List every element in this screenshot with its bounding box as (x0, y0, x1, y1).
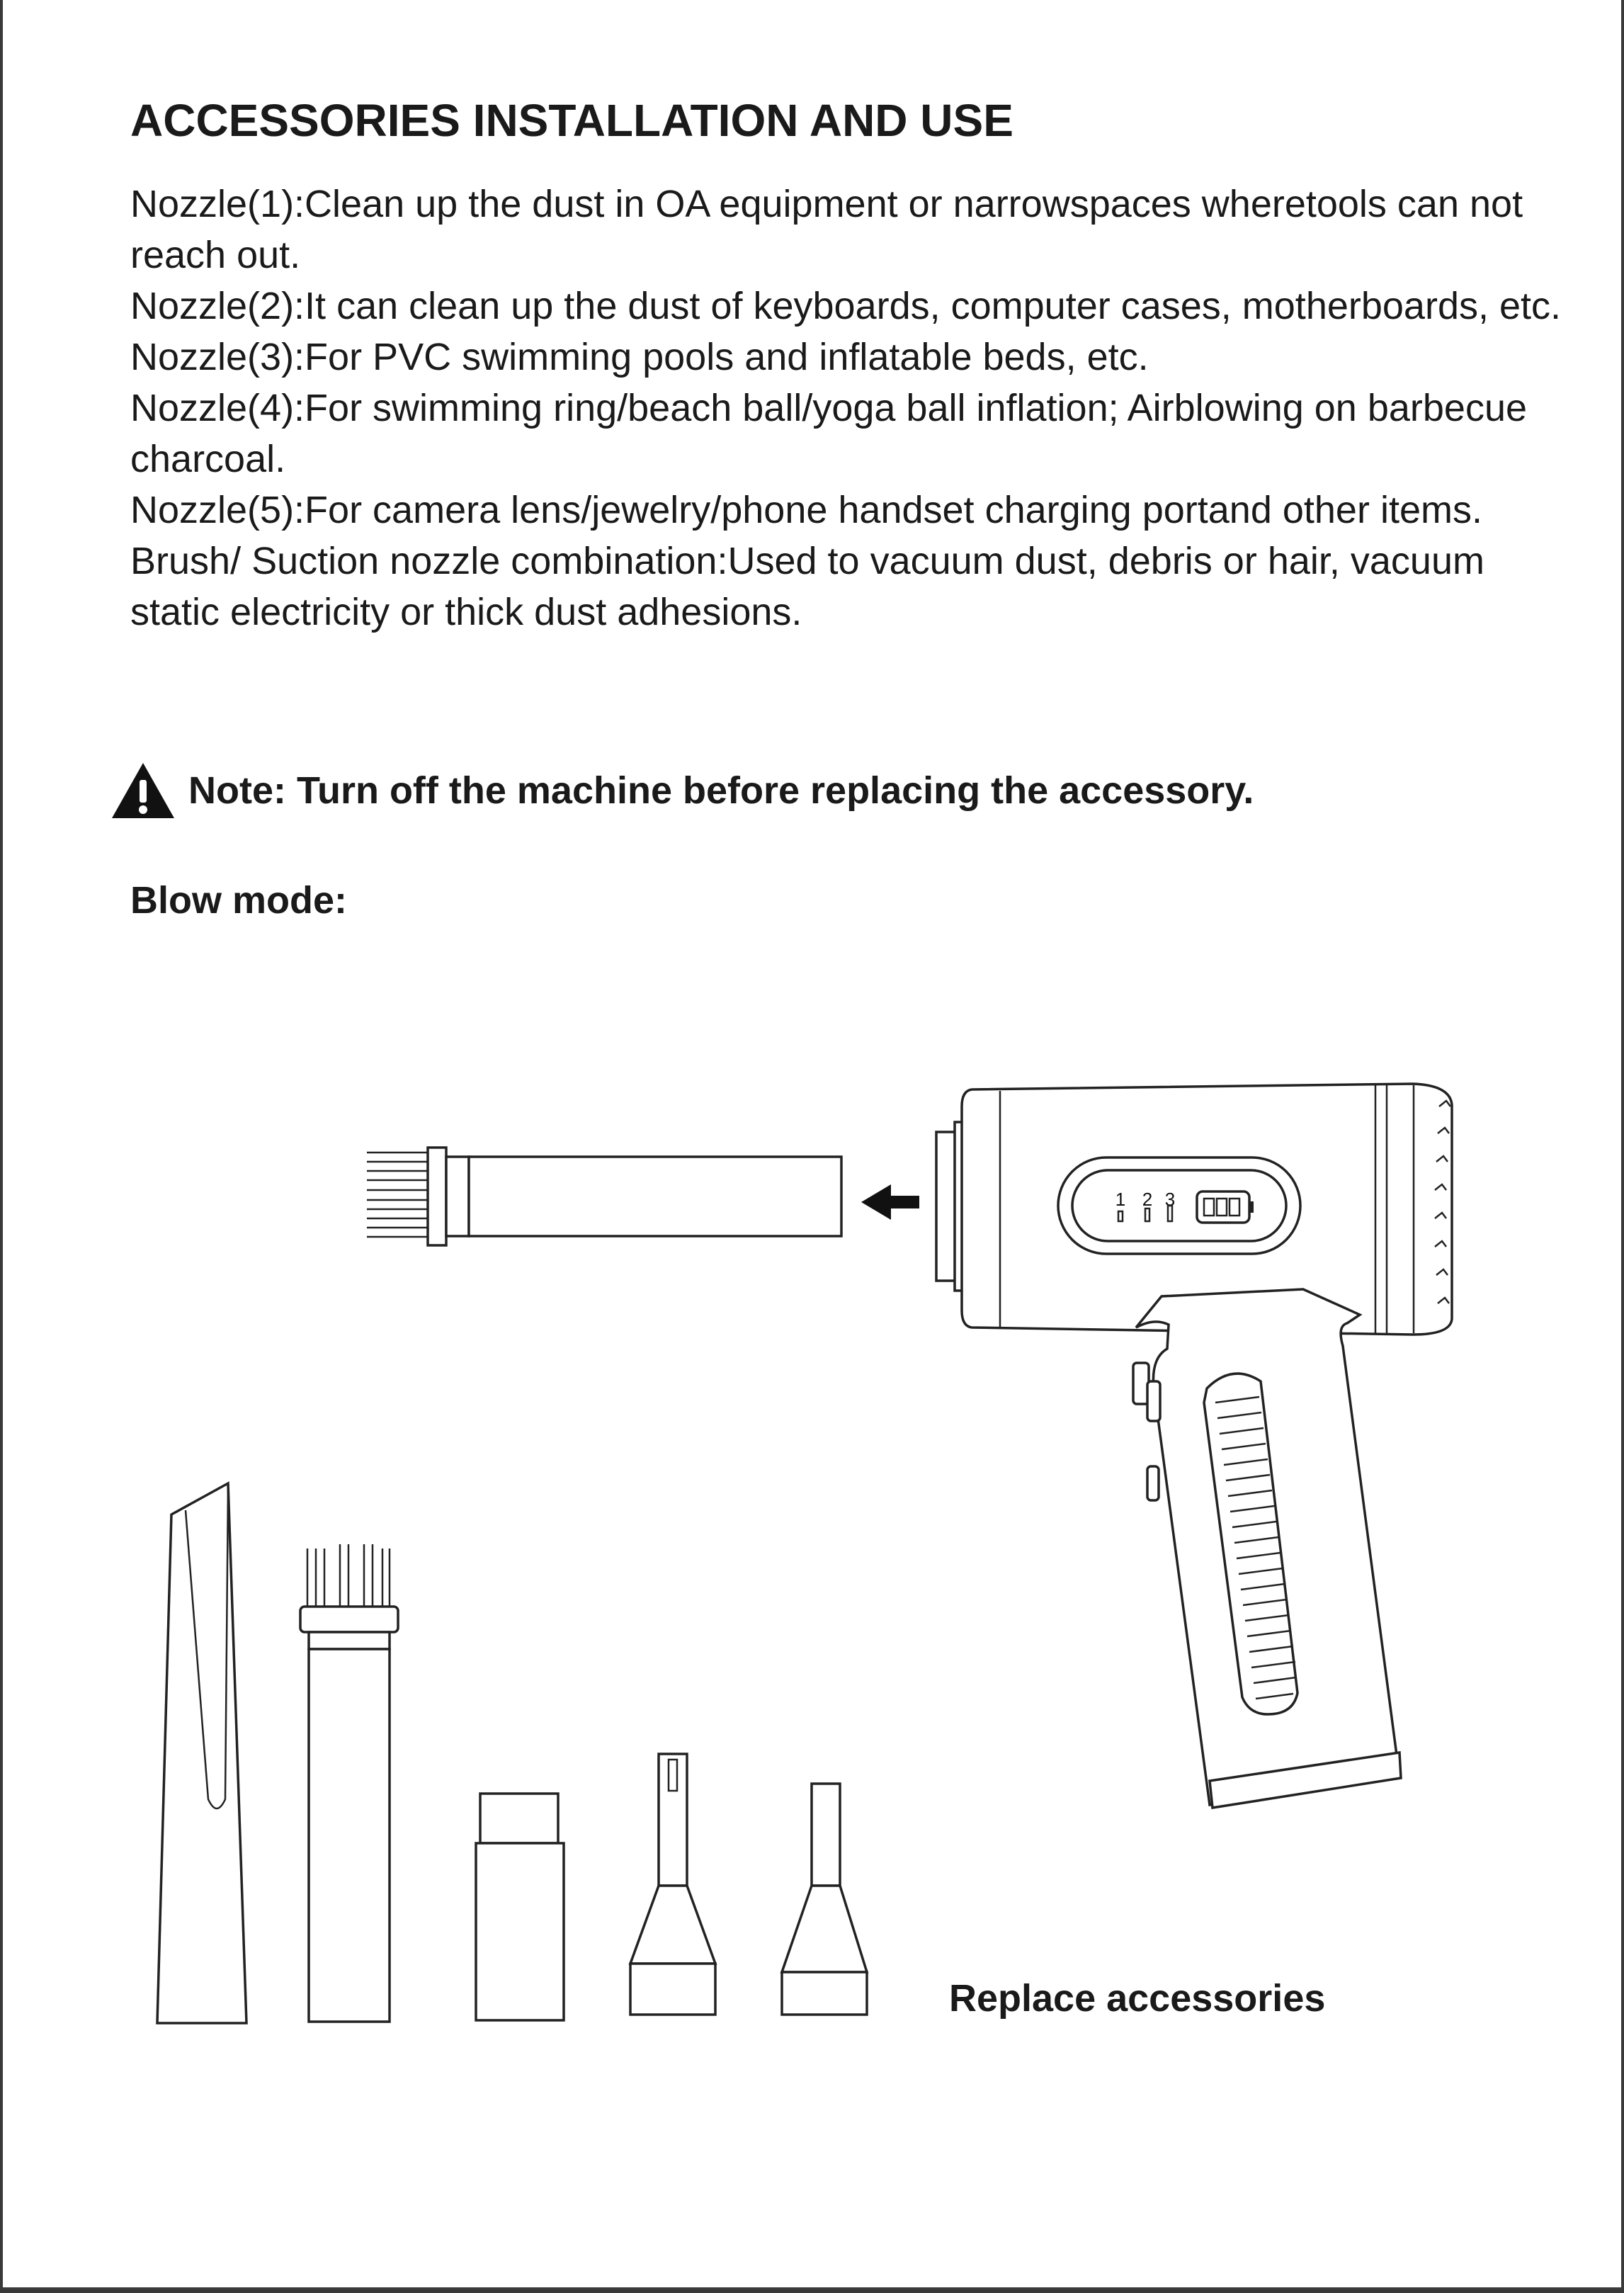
speed-level-2: 2 (1142, 1189, 1153, 1210)
nozzle-4-description: Nozzle(4):For swimming ring/beach ball/yoga ball inflation; Airblowing on barbecue charcoal. (130, 387, 1528, 480)
note-text: Note: Turn off the machine before replacing the accessory. (188, 769, 1254, 812)
battery-icon (1197, 1191, 1254, 1223)
nozzle-5-description: Nozzle(5):For camera lens/jewelry/phone handset charging portand other items. (130, 489, 1482, 531)
nozzle-2-description: Nozzle(2):It can clean up the dust of keyboards, computer cases, motherboards, etc. (130, 285, 1562, 327)
speed-level-3: 3 (1164, 1189, 1176, 1210)
blow-mode-heading: Blow mode: (130, 879, 347, 922)
brush-nozzle (300, 1544, 398, 2022)
crevice-nozzle (157, 1483, 246, 2023)
nozzle-3-description: Nozzle(3):For PVC swimming pools and inflatable beds, etc. (130, 336, 1149, 378)
page-title: ACCESSORIES INSTALLATION AND USE (130, 95, 1013, 146)
arrow-left-icon (861, 1184, 919, 1220)
device-body (936, 1084, 1452, 1808)
nozzle-needle-slotted (630, 1754, 715, 2015)
nozzle-wide (476, 1794, 564, 2020)
replace-accessories-label: Replace accessories (949, 1977, 1326, 2020)
top-brush-attachment (367, 1148, 841, 1245)
brush-nozzle-description: Brush/ Suction nozzle combination:Used to vacuum dust, debris or hair, vacuum static electricity or thick dust adhesions. (130, 540, 1484, 633)
nozzle-1-description: Nozzle(1):Clean up the dust in OA equipment or narrowspaces wheretools can not reach out. (130, 183, 1523, 276)
speed-level-1: 1 (1115, 1189, 1126, 1210)
nozzle-needle-tapered (782, 1784, 867, 2015)
